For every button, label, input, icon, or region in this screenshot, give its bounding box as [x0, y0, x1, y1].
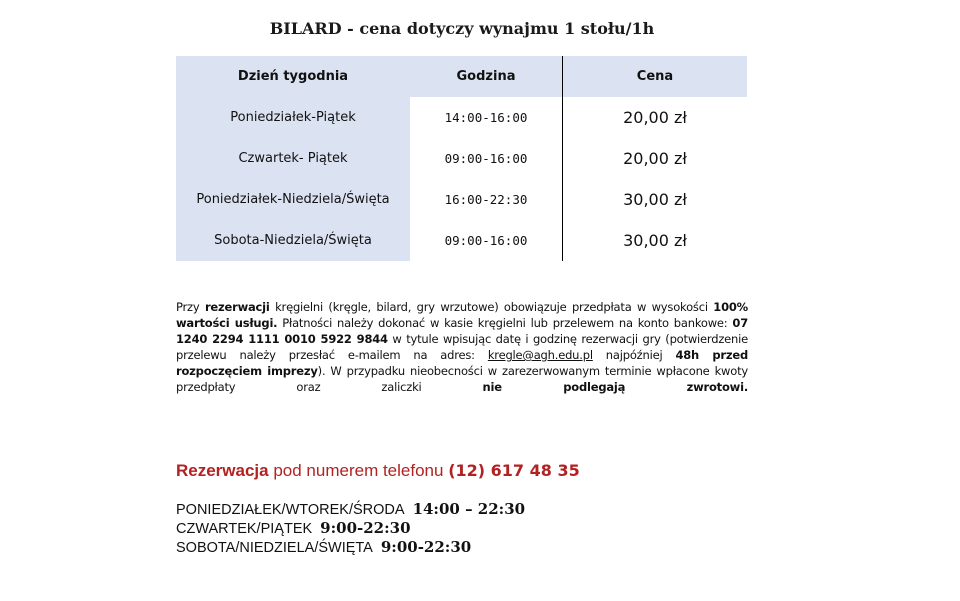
- page-title: BILARD - cena dotyczy wynajmu 1 stołu/1h: [269, 19, 655, 38]
- header-day: Dzień tygodnia: [176, 56, 410, 97]
- phone-number: (12) 617 48 35: [448, 461, 580, 480]
- price-table: [176, 56, 747, 261]
- header-price: Cena: [563, 56, 748, 97]
- hours-days: PONIEDZIAŁEK/WTOREK/ŚRODA: [176, 502, 405, 518]
- hours-days: SOBOTA/NIEDZIELA/ŚWIĘTA: [176, 540, 373, 556]
- bank-account-number: 07 1240 2294 1111 0010 5922 9844: [176, 316, 748, 346]
- reservation-label: Rezerwacja: [176, 461, 269, 480]
- terms-text: Przy: [176, 300, 205, 314]
- terms-text: w tytule wpisując datę i godzinę rezerwacji gry (potwierdzenie przelewu należy przesłać e-mailem na adres:: [176, 332, 748, 362]
- row-hour: 09:00-16:00: [444, 151, 528, 166]
- header-hour: Godzina: [410, 56, 563, 97]
- terms-bold: rezerwacji: [204, 300, 270, 314]
- reservation-text: pod numerem telefonu: [268, 461, 449, 480]
- table-row: [176, 220, 747, 261]
- hours-row: [176, 538, 525, 557]
- row-day: Sobota-Niedziela/Święta: [176, 220, 410, 261]
- terms-bold: 100% wartości usługi.: [176, 300, 748, 330]
- row-day: Czwartek- Piątek: [176, 138, 410, 179]
- hours-time: 9:00-22:30: [380, 538, 472, 556]
- row-hour: 09:00-16:00: [444, 233, 528, 248]
- booking-terms-paragraph: [176, 299, 748, 395]
- row-price: 20,00 zł: [563, 138, 748, 179]
- row-hour: 16:00-22:30: [444, 192, 528, 207]
- row-hour: 14:00-16:00: [444, 110, 528, 125]
- row-price: 30,00 zł: [563, 220, 748, 261]
- row-day: Poniedziałek-Niedziela/Święta: [176, 179, 410, 220]
- opening-hours: [176, 500, 525, 557]
- table-row: [176, 138, 747, 179]
- terms-text: ). W przypadku nieobecności w zarezerwowanym terminie wpłacone kwoty przedpłaty oraz zaliczki: [176, 364, 748, 394]
- terms-bold: nie podlegają zwrotowi.: [482, 380, 748, 394]
- table-row: [176, 97, 747, 138]
- row-price: 20,00 zł: [563, 97, 748, 138]
- hours-time: 9:00-22:30: [320, 519, 411, 537]
- terms-text: najpóźniej: [592, 348, 676, 362]
- terms-text: Płatności należy dokonać w kasie kręgielni lub przelewem na konto bankowe:: [277, 316, 733, 330]
- terms-bold: 48h przed rozpoczęciem imprezy: [176, 348, 748, 378]
- hours-time: 14:00 – 22:30: [412, 500, 526, 518]
- terms-text: kręgielni (kręgle, bilard, gry wrzutowe) obowiązuje przedpłata w wysokości: [269, 300, 714, 314]
- hours-row: [176, 519, 525, 538]
- row-day: Poniedziałek-Piątek: [176, 97, 410, 138]
- hours-row: [176, 500, 525, 519]
- hours-days: CZWARTEK/PIĄTEK: [176, 521, 313, 537]
- table-header-row: [176, 56, 747, 97]
- row-price: 30,00 zł: [563, 179, 748, 220]
- table-row: [176, 179, 747, 220]
- reservation-line: [176, 461, 580, 481]
- email-link[interactable]: kregle@agh.edu.pl: [487, 348, 593, 362]
